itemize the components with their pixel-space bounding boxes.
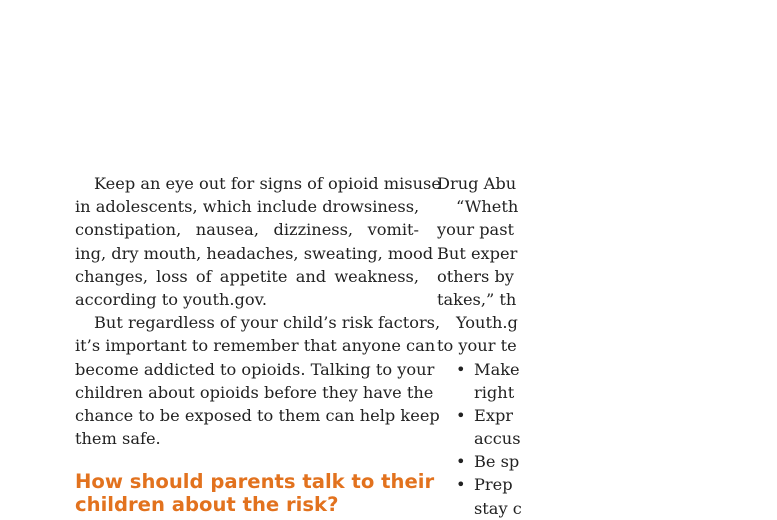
paragraph-line: constipation, nausea, dizziness, vomit- <box>75 220 419 240</box>
paragraph-opioid-signs <box>75 172 441 311</box>
bullet-line: Make <box>474 359 520 379</box>
bullet-dot-icon: • <box>456 359 466 379</box>
paragraph-line: But regardless of your child’s risk factors, <box>94 313 441 333</box>
paragraph-line: Drug Abu <box>437 174 517 193</box>
paragraph-line: your past <box>437 220 515 240</box>
bullet-dot-icon: • <box>456 405 466 425</box>
heading-line: children about the risk? <box>75 493 339 517</box>
bullet-item <box>437 358 777 404</box>
bullet-line: Expr <box>474 405 514 425</box>
paragraph-line: takes,” th <box>437 289 517 309</box>
section-heading <box>75 470 435 517</box>
section-gap <box>75 450 419 470</box>
paragraph-line: Youth.g <box>456 313 518 333</box>
paragraph-line: chance to be exposed to them can help keep <box>75 405 440 425</box>
bullet-item <box>437 473 777 519</box>
paragraph-line: changes, loss of appetite and weakness, <box>75 266 419 286</box>
paragraph-line: Keep an eye out for signs of opioid misuse <box>94 174 441 193</box>
paragraph-line: others by <box>437 266 514 286</box>
heading-line: How should parents talk to their <box>75 470 435 494</box>
bullet-dot-icon: • <box>456 452 466 472</box>
paragraph-line: ing, dry mouth, headaches, sweating, mood <box>75 243 434 263</box>
bullet-line: Prep <box>474 475 513 495</box>
right-column <box>437 172 777 520</box>
paragraph-risk-factors <box>75 311 441 450</box>
paragraph-line: it’s important to remember that anyone can <box>75 336 436 356</box>
bullet-item <box>437 404 777 450</box>
bullet-line: stay c <box>474 498 522 518</box>
left-column <box>75 172 441 517</box>
paragraph-line: “Wheth <box>456 197 519 217</box>
bullet-line: right <box>474 382 515 402</box>
paragraph-line: according to youth.gov. <box>75 289 268 309</box>
paragraph-line: children about opioids before they have the <box>75 382 434 402</box>
bullet-dot-icon: • <box>456 475 466 495</box>
paragraph-line: to your te <box>437 336 517 356</box>
paragraph-line: become addicted to opioids. Talking to your <box>75 359 435 379</box>
bullet-line: accus <box>474 429 521 449</box>
bullet-line: Be sp <box>474 452 520 472</box>
paragraph-line: them safe. <box>75 429 161 449</box>
bullet-item <box>437 450 777 473</box>
paragraph-line: But exper <box>437 243 518 263</box>
paragraph-line: in adolescents, which include drowsiness, <box>75 197 420 217</box>
